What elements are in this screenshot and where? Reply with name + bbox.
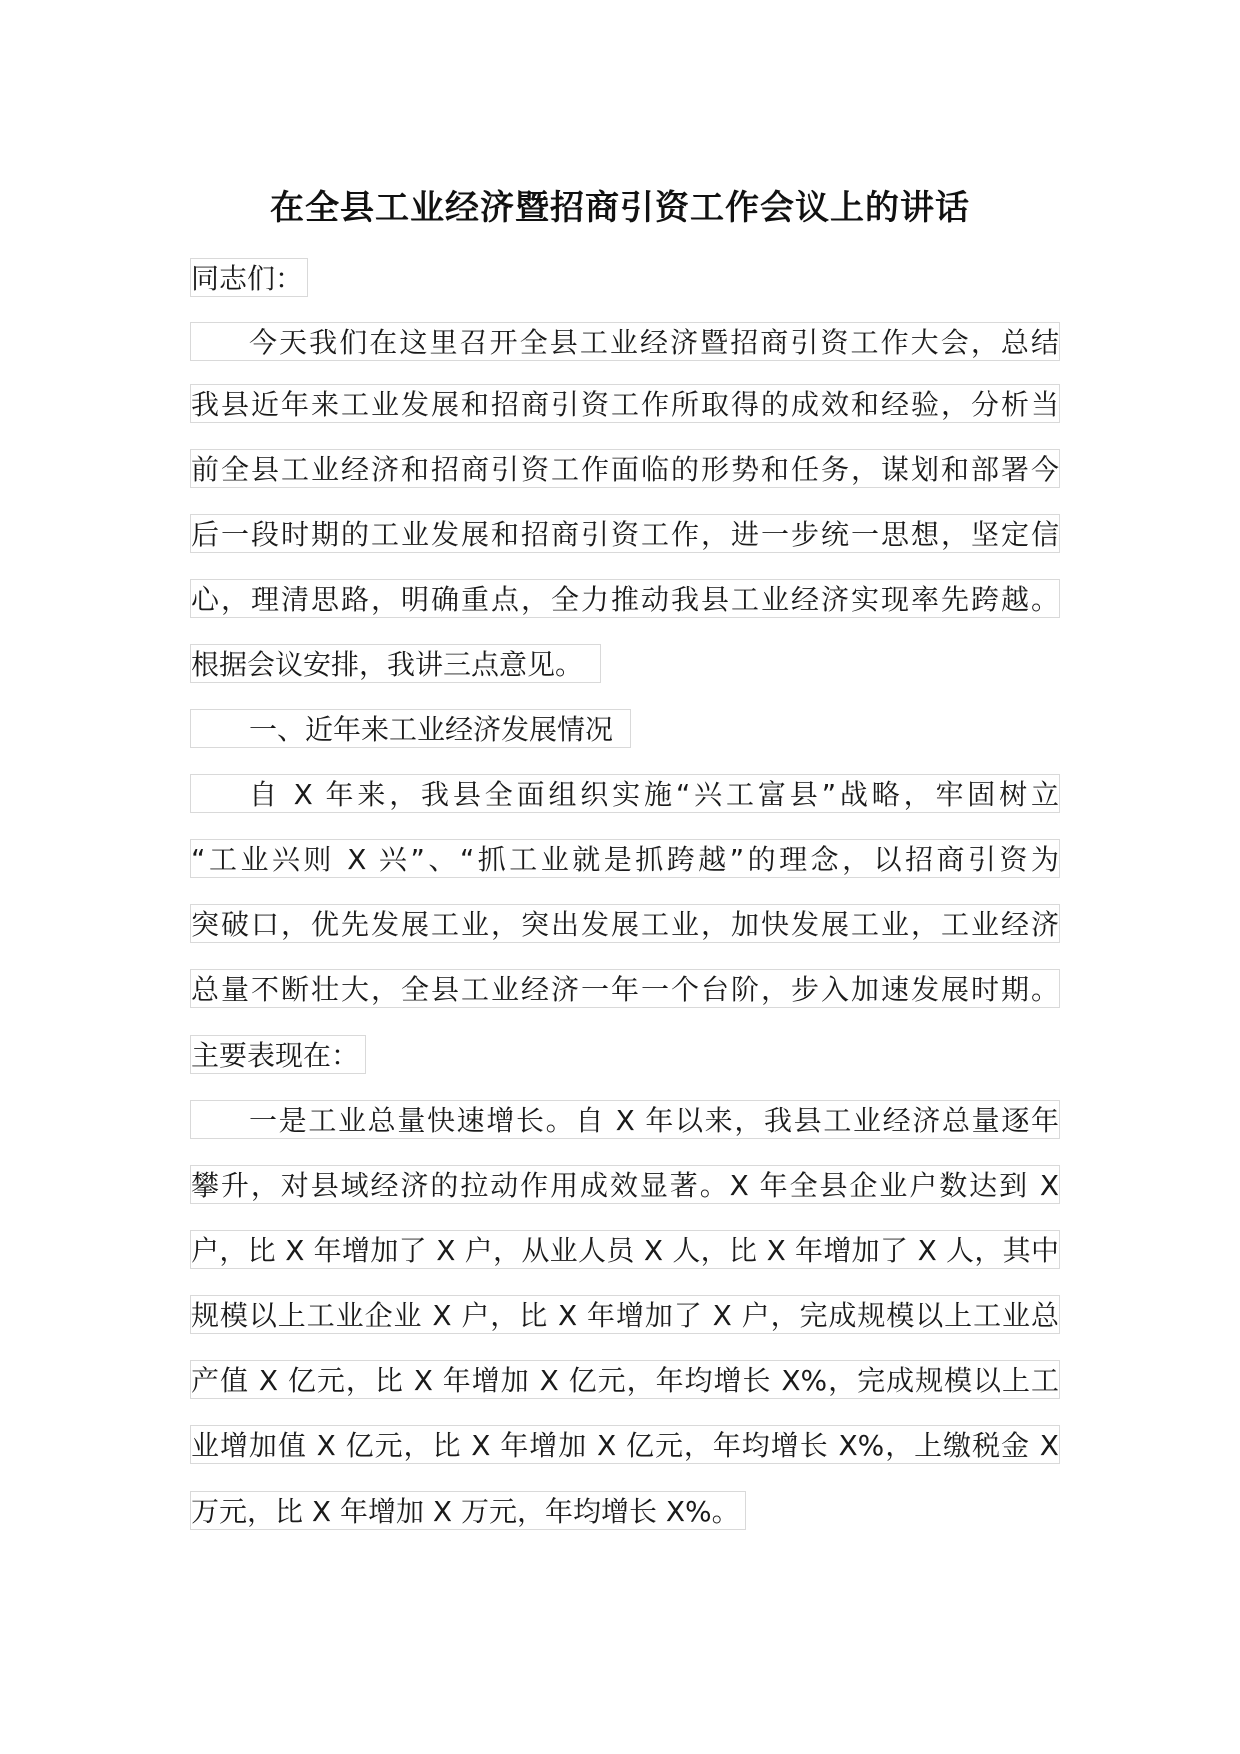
- text-line: 我县近年来工业发展和招商引资工作所取得的成效和经验，分析当: [190, 384, 1060, 423]
- text-line: 户，比 X 年增加了 X 户，从业人员 X 人，比 X 年增加了 X 人，其中: [190, 1230, 1060, 1269]
- text-line: “工业兴则 X 兴”、“抓工业就是抓跨越”的理念，以招商引资为: [190, 839, 1060, 878]
- text-line: 业增加值 X 亿元，比 X 年增加 X 亿元，年均增长 X%，上缴税金 X: [190, 1425, 1060, 1464]
- text-line: 突破口，优先发展工业，突出发展工业，加快发展工业，工业经济: [190, 904, 1060, 943]
- text-line: 后一段时期的工业发展和招商引资工作，进一步统一思想，坚定信: [190, 514, 1060, 553]
- text-line: 产值 X 亿元，比 X 年增加 X 亿元，年均增长 X%，完成规模以上工: [190, 1360, 1060, 1399]
- text-line: 规模以上工业企业 X 户，比 X 年增加了 X 户，完成规模以上工业总: [190, 1295, 1060, 1334]
- text-line: 今天我们在这里召开全县工业经济暨招商引资工作大会，总结: [190, 322, 1060, 361]
- section-heading: 一、近年来工业经济发展情况: [190, 709, 631, 748]
- text-line: 主要表现在：: [190, 1035, 366, 1074]
- text-line: 前全县工业经济和招商引资工作面临的形势和任务，谋划和部署今: [190, 449, 1060, 488]
- text-line: 一是工业总量快速增长。自 X 年以来，我县工业经济总量逐年: [190, 1100, 1060, 1139]
- salutation-line: 同志们：: [190, 258, 308, 297]
- text-line: 根据会议安排，我讲三点意见。: [190, 644, 601, 683]
- text-line: 万元，比 X 年增加 X 万元，年均增长 X%。: [190, 1491, 746, 1530]
- text-line: 攀升，对县域经济的拉动作用成效显著。X 年全县企业户数达到 X: [190, 1165, 1060, 1204]
- text-line: 心，理清思路，明确重点，全力推动我县工业经济实现率先跨越。: [190, 579, 1060, 618]
- text-line: 自 X 年来，我县全面组织实施“兴工富县”战略，牢固树立: [190, 774, 1060, 813]
- document-title: 在全县工业经济暨招商引资工作会议上的讲话: [270, 188, 970, 228]
- text-line: 总量不断壮大，全县工业经济一年一个台阶，步入加速发展时期。: [190, 969, 1060, 1008]
